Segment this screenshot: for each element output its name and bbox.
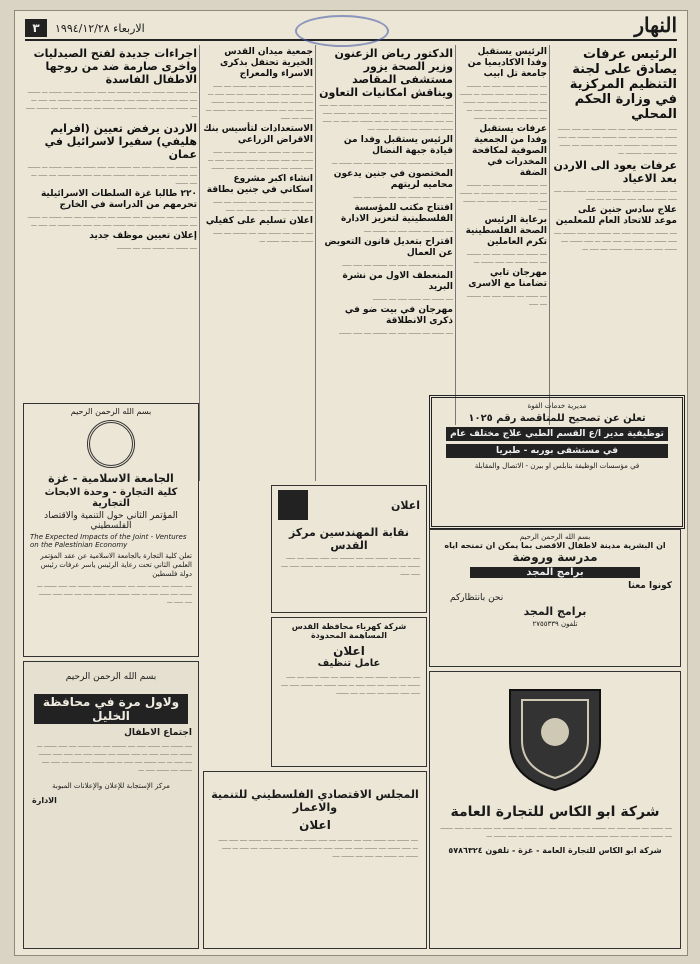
article-column-right: الرئيس عرفات يصادق على لجنة التنظيم المركزية في وزارة الحكم المحلي ـــــ ـــــــ ــــ ـــــــــ ــــ ـــــ ــــــــ ــــ ـــــ ـــــــ ـــــــ ــــ ـــــــــ ــــ ـــــ ــــــــ ـــــ ـــــــ ــــ ـــــ ـــــــ ـــــــ ــــ ـــــــــ ــــ ـــــ ــــ ـــــــ ــــ ــــــ ـــــ ـــــــ ـــــ ـــــــــ ـــ عرفات يعود الى الاردن بعد الاعياد ــــ ـــــــ ــــ ـــــــ ـــــ ــــ ــــــــ ــــ ـــــ ـــــــ ــــ ـــــ ـــــــ ـــ ــــ ـــــ ـــــــ ـــ ــــ ـــــ علاج سادس جنين على موعد للاتحاد العام للمعلمين ــــ ـــــــ ــــ ـــــــ ـــــ ــــ ــــــــ ــــ ـــــ ـــــــ ــــ ـــــ ـــــــ ـــ ـــــــ ــــ ـــــ ـــــ ـــ ـــــ ـــــــ ــــ ـــــــ ـــــ ــــ ـــــ ـــــ ـــــــ ــــ ـــــ ـــ [553,47,677,252]
headline: الاردن يرفض تعيين (افرايم هليفي) سفيرا لاسرائيل في عمان [44,122,197,161]
hebron-ad: بسم الله الرحمن الرحيم ولاول مرة في محافظة الخليل اجتماع الاطفال ــــ ـــــــ ــــ ـــــــ ـــــ ــــ ــــــــ ــــ ـــــ ـــــــ ــــ ـــــ ـــــــ ـــ ـــــــ ــــ ـــــ ـــــ ـــ ـــــ ـــــــ ــــ ـــــــ ـــــ ــــ ـــــ ـــــ ـــــــ ــــ ـــــ ـــ ــــ ـــــــ ــــ ـــــ ـــ ـــــ ـــــــ ـــ ـــــــ ــــ ـــــ ــــ ـــــــ ــــ ـــــــ ـــــ ـــ مركز الإستجابة للإعلان والإعلانات المبوبة الادارة [23,661,199,949]
column-rule [549,45,550,425]
ad-intro: اجتماع الاطفال [124,728,192,738]
electric-company-ad: شركة كهرباء محافظة القدس المساهمة المحدودة اعلان عامل تنظيف ــــ ـــــــ ــــ ـــــــ ـــــ ــــ ــــــــ ــــ ـــــ ـــــــ ــــ ـــــ ـــــــ ـــ ـــــــ ــــ ـــــ ـــــ ـــ ـــــ ـــــــ ــــ ـــــــ ـــــ ــــ ـــــ ـــــ ـــــــ ــــ ـــــ ـــ ــــ ـــــــ [271,617,427,767]
column-rule [199,45,200,481]
headline: اقتراح بتعديل قانون التعويض عن العمال [324,237,453,258]
headline: الرئيس عرفات يصادق على لجنة التنظيم المركزية في وزارة الحكم المحلي [569,47,677,122]
shield-logo [500,682,610,794]
ad-title: ولاول مرة في محافظة الخليل [34,694,188,724]
ad-title: تعلن عن تصحيح للمناقصة رقم ١٠٢٥ [468,413,646,424]
abu-alkas-company-ad: شركة ابو الكاس للتجارة العامة ــــ ـــــــ ــــ ـــــــ ـــــ ــــ ــــــــ ــــ ـــــ ـــــــ ــــ ـــــ ـــــــ ـــ ـــــــ ــــ ـــــ ـــــ ـــ ـــــ ـــــــ ــــ ـــــــ ـــــ ــــ ـــــ ـــــ ـــــــ ــــ ـــــ ـــ ــــ ـــــــ ــــ ـــــ ـــ ـــــ ـــــــ ـــ شركة ابو الكاس للتجارة العامة - غزة - تلفون ٥٧٨٦٣٢٤ [429,671,681,949]
issue-date: الاربعاء ١٩٩٤/١٢/٢٨ [55,22,145,35]
headline: المنعطف الاول من نشرة البريد [342,271,453,292]
company-contact: شركة ابو الكاس للتجارة العامة - غزة - تلفون ٥٧٨٦٣٢٤ [448,846,662,855]
archive-stamp [295,15,389,47]
engineers-syndicate-ad: اعلان نقابة المهندسين مركز القدس ــــ ـــــــ ــــ ـــــــ ـــــ ــــ ــــــــ ــــ ـــــ ـــــــ ــــ ـــــ ـــــــ ـــ ـــــــ ــــ ـــــ ـــــ ـــ ـــــ ـــــــ ــــ ـــــــ ـــــ ــــ ـــــ ـــــ [271,485,427,613]
ad-closing: نحن بانتظاركم [450,593,504,603]
headline: المختصون في جنين يدعون محاميه لريتهم [333,169,453,190]
university-logo [87,420,135,468]
tender-correction-ad [429,395,685,529]
ad-label: اعلان [390,498,420,512]
headline: اجراءات جديدة لفتح الصيدليات واخرى صارمة ضد من روجها الاطفال الفاسدة [33,47,197,86]
issuer: مديرية خدمات القوة [527,402,587,410]
ad-slogan: كونوا معنا [628,581,672,591]
headline: انشاء اكبر مشروع اسكاني في جنين بطاقة [206,174,313,195]
headline: مهرجان في بيت ضو في ذكرى الانطلاقة [344,305,453,326]
article-column-4: جمعية ميدان القدس الخيرية تحتفل بذكرى الاسراء والمعراج ــــ ـــــــ ــــ ـــــــ ـــــ ــــ ــــــــ ــــ ـــــ ـــــــ ــــ ـــــ ـــــــ ـــ ـــــــ ــــ ـــــ ـــــ ـــ ـــــ ـــــــ ــــ ـــــــ ـــــ ــــ ـــــ ـــــ ـــــــ ــــ ـــــ ـــ ــــ ـــــــ ــــ ـــــ ـــ ـــــ ـــــــ ـــ ـــــــ ــــ ـــــ الاستعدادات لتأسيس بنك الاقراض الزراعي ــــ ـــــــ ــــ ـــــــ ـــــ ــــ ــــــــ ــــ ـــــ ـــــــ ــــ ـــــ ـــــــ ـــ ـــــــ ــــ ـــــ ـــــ ـــ ـــــ ـــــــ ــــ ـــــــ ـــــ ــــ ـــــ ـــــ ـــــــ انشاء اكبر مشروع اسكاني في جنين بطاقة ــــ ـــــــ ــــ ـــــــ ـــــ ــــ ــــــــ ــــ ـــــ ـــــــ ــــ ـــــ ـــــــ ـــ ـــــــ ــــ ـــــ اعلان تسليم على كفيلي ــــ ـــــــ ــــ ـــــــ ـــــ ــــ ــــــــ ــــ ـــــ ـــــــ ــــ ـــــ ـــــــ ـــ [203,47,313,244]
headline: ٢٢٠ طالبا غزة السلطات الاسرائيلية تحرمهم من الدراسة في الخارج [40,189,197,210]
basmala: بسم الله الرحمن الرحيم [65,672,157,682]
ad-label: اعلان [333,644,365,658]
engineers-logo [278,490,308,520]
basmala: بسم الله الرحمن الرحيم [519,533,591,541]
program-banner: برامج المجد [470,567,640,578]
article-column-3: الدكتور رياض الزعنون وزير الصحة يزور مستشفى المقاصد ويناقش امكانيات التعاون ــــ ـــــــ ــــ ـــــــ ـــــ ــــ ــــــــ ــــ ـــــ ـــــــ ــــ ـــــ ـــــــ ـــ ـــــــ ــــ ـــــ ـــــ ـــ ـــــ ـــــــ ــــ ـــــــ ـــــ ــــ ـــــ ـــــ ـــــــ ــــ ـــــ ـــ ــــ ـــــــ ــــ ـــــ ـــ ـــــ ـــــــ ـــ ـــــــ ــــ ـــــ ــــ ـــــــ ــــ الرئيس يستقبل وفدا من قيادة جبهة النضال ــــ ـــــــ ــــ ـــــــ ـــــ ــــ ــــــــ ــــ ـــــ ـــــــ ـــ المختصون في جنين يدعون محاميه لريتهم ــــ ـــــــ ــــ ـــــــ ـــــ ــــ ــــــــ ــــ ـــــ افتتاح مكتب للمؤسسة الفلسطينية لتعزيز الادارة ــــ ـــــــ ــــ ـــــــ ـــــ ــــ ــــــــ ــــ اقتراح بتعديل قانون التعويض عن العمال ــــ ـــــــ ــــ ـــــــ ـــــ ــــ ــــــــ ــــ ـــــ ـــــ المنعطف الاول من نشرة البريد ــــ ـــــــ ــــ ـــــــ ـــــ ــــ ــــــــ مهرجان في بيت ضو في ذكرى الانطلاقة ــــ ـــــــ ــــ ـــــــ ـــــ ــــ ــــــــ ــــ ـــــ ـــــــ [319,47,453,336]
page-number: ٣ [25,19,47,37]
headline: علاج سادس جنين على موعد للاتحاد العام للمعلمين [555,205,677,226]
headline: الاستعدادات لتأسيس بنك الاقراض الزراعي [203,124,313,145]
ad-signature: الادارة [32,796,57,805]
development-council-ad: المجلس الاقتصادي الفلسطيني للتنمية والاعمار اعلان ــــ ـــــــ ــــ ـــــــ ـــــ ــــ ــــــــ ــــ ـــــ ـــــــ ــــ ـــــ ـــــــ ـــ ـــــــ ــــ ـــــ ـــــ ـــ ـــــ ـــــــ ــــ ـــــــ ـــــ ــــ ـــــ ـــــ ـــــــ ــــ ـــــ ـــ ــــ ـــــــ ــــ ـــــ ـــ ـــــ ـــــــ ـــ ـــــــ ــــ ـــــ ــــ ـــــــ ــــ [203,771,427,949]
contact-phone: تلفون ٢٧٥٥٣٣٩ [532,620,578,628]
article-column-2: الرئيس يستقبل وفدا الاكاديميا من جامعة تل ابيب ــــ ـــــــ ــــ ـــــــ ـــــ ــــ ــــــــ ــــ ـــــ ـــــــ ــــ ـــــ ـــــــ ـــ ـــــــ ــــ ـــــ ـــــ ـــ ـــــ ـــــــ ــــ ـــــــ ـــــ ــــ ـــــ ـــــ ـــــــ ــــ ـــــ ـــ ــــ ـــــــ ــــ ـــــ ـــ ـــــ ـــــــ عرفات يستقبل وفدا من الجمعية الصوفية لمكافحة المخدرات في الضفة ــــ ـــــــ ــــ ـــــــ ـــــ ــــ ــــــــ ــــ ـــــ ـــــــ ــــ ـــــ ـــــــ ـــ ـــــــ ــــ ـــــ ـــــ ـــ ـــــ ـــــــ ــــ ـــــــ ـــــ برعاية الرئيس الصحة الفلسطينية تكرم العاملين ــــ ـــــــ ــــ ـــــــ ـــــ ــــ ــــــــ ــــ ـــــ ـــــــ ــــ ـــــ ـــــــ ـــ مهرجان تابي تضامنا مع الاسرى ــــ ـــــــ ــــ ـــــــ ـــــ ــــ ــــــــ ــــ ـــــ [459,47,547,307]
ad-title-banner [34,694,188,724]
ad-footer: في مؤسسات الوظيفة بنابلس او بيرن - الاتصال والمقابلة [474,462,640,470]
school-ad [429,529,681,667]
basmala: بسم الله الرحمن الرحيم [70,407,152,416]
page-header [25,13,677,41]
ad-footer: مركز الإستجابة للإعلان والإعلانات المبوبة [52,782,170,790]
masthead-logo: النهار [634,13,677,37]
ad-intro: ان البشرية مدينة لاطفال الاقصى بما يمكن ان تمنحه اياه [444,541,666,550]
headline: برعاية الرئيس الصحة الفلسطينية تكرم العاملين [465,215,547,247]
job-title: عامل تنظيف [317,658,381,669]
headline: افتتاح مكتب للمؤسسة الفلسطينية لتعزيز الادارة [341,203,453,224]
university-name: الجامعة الاسلامية - غزة [48,472,174,485]
university-conference-ad: بسم الله الرحمن الرحيم الجامعة الاسلامية - غزة كلية التجارة - وحدة الابحاث التجارية المؤتمر الثاني حول التنمية والاقتصاد الفلسطيني The Expected Impacts of the Joint - Ventures on the Palestinian Economy تعلن كلية التجارة بالجامعة الاسلامية عن عقد المؤتمر العلمي الثاني تحت رعاية الرئيس ياسر عرفات رئيس دولة فلسطين ــــ ـــــــ ــــ ـــــــ ـــــ ــــ ــــــــ ــــ ـــــ ـــــــ ــــ ـــــ ـــــــ ـــ ـــــــ ــــ ـــــ ـــــ ـــ ـــــ ـــــــ ــــ ـــــــ ـــــ ــــ ـــــ ـــــ ـــــــ ــــ ـــــ ـــ [23,403,199,657]
column-rule [455,45,456,425]
company-name: شركة ابو الكاس للتجارة العامة [450,804,660,820]
headline: جمعية ميدان القدس الخيرية تحتفل بذكرى الاسراء والمعراج [219,47,313,79]
article-column-left: اجراءات جديدة لفتح الصيدليات واخرى صارمة ضد من روجها الاطفال الفاسدة ــــ ـــــــ ــــ ـــــــ ـــــ ــــ ــــــــ ــــ ـــــ ـــــــ ــــ ـــــ ـــــــ ـــ ـــــــ ــــ ـــــ ـــــ ـــ ـــــ ـــــــ ــــ ـــــــ ـــــ ــــ ـــــ ـــــ ـــــــ ــــ ـــــ ـــ ــــ ـــــــ ــــ ـــــ ـــ ـــــ ـــــــ ـــ ـــــــ ــــ ـــــ ــــ ـــــــ ــــ ـــــــ ـــــ ـــ الاردن يرفض تعيين (افرايم هليفي) سفيرا لاسرائيل في عمان ــــ ـــــــ ــــ ـــــــ ـــــ ــــ ــــــــ ــــ ـــــ ـــــــ ــــ ـــــ ـــــــ ـــ ـــــــ ــــ ـــــ ـــــ ـــ ـــــ ـــــــ ــــ ـــــــ ـــــ ــــ ـــــ ـــــ ـــــــ ــــ ـــــ ـــ ــــ ـــــــ ٢٢٠ طالبا غزة السلطات الاسرائيلية تحرمهم من الدراسة في الخارج ــــ ـــــــ ــــ ـــــــ ـــــ ــــ ــــــــ ــــ ـــــ ـــــــ ــــ ـــــ ـــــــ ـــ ـــــــ ــــ ـــــ ـــــ ـــ ـــــ ـــــــ ــــ ـــــــ ـــــ ــــ ـــــ ـــــ ـــــــ ــــ ـــــ ـــ إعلان تعيين موظف جديد ــــ ـــــــ ــــ ـــــــ ـــــ ــــ ــــــــ [23,45,197,405]
headline: عرفات يستقبل وفدا من الجمعية الصوفية لمكافحة المخدرات في الضفة [472,124,547,178]
ad-body: تعلن كلية التجارة بالجامعة الاسلامية عن عقد المؤتمر العلمي الثاني تحت رعاية الرئيس ياسر عرفات رئيس دولة فلسطين [40,552,192,578]
headline: الرئيس يستقبل وفدا الاكاديميا من جامعة تل ابيب [467,47,547,79]
ad-label: اعلان [299,818,331,832]
headline: الرئيس يستقبل وفدا من قيادة جبهة النضال [343,135,453,156]
headline: الدكتور رياض الزعنون وزير الصحة يزور مستشفى المقاصد ويناقش امكانيات التعاون [319,47,453,99]
ad-title: نقابة المهندسين مركز القدس [288,526,410,552]
headline: إعلان تعيين موظف جديد [89,231,197,241]
headline: عرفات يعود الى الاردن بعد الاعياد [553,159,677,185]
school-name: مدرسة وروضة [512,550,598,564]
headline: اعلان تسليم على كفيلي [205,216,313,226]
company-name: شركة كهرباء محافظة القدس المساهمة المحدودة [291,622,407,640]
council-name: المجلس الاقتصادي الفلسطيني للتنمية والاعمار [211,788,419,814]
program-name: برامج المجد [523,605,587,618]
conference-title: المؤتمر الثاني حول التنمية والاقتصاد الفلسطيني [44,511,178,531]
ad-highlight-bar: في مستشفى بوربه - طبريا [446,444,668,458]
column-rule [315,45,316,481]
faculty-name: كلية التجارة - وحدة الابحاث التجارية [44,487,178,509]
newspaper-page [14,10,688,956]
ad-highlight-bar: توظيفية مدير ا/ع القسم الطبي علاج مختلف عام [446,427,668,441]
conference-title-english: The Expected Impacts of the Joint - Ventures on the Palestinian Economy [30,533,187,549]
headline: مهرجان تابي تضامنا مع الاسرى [468,268,547,289]
